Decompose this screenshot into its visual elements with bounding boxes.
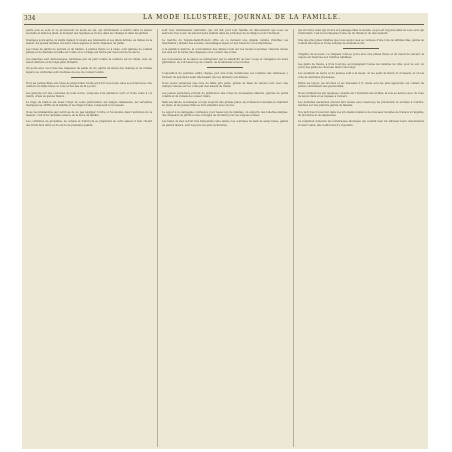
paragraph: Les gants de Suède, à trois boutons, accompagnent toutes les toilettes de ville; pour le soir, on porte des gants de chevreau blanc très longs. <box>298 62 424 70</box>
paragraph: petits pois se sont et se prononcent de mode au sel, qui adroitement à mettre dans la saison nouvelle et dans les plats; le moment des légumes se trouve dans les champs et dans les jardins. <box>26 29 152 36</box>
paragraph: Les manches sont demi-longues, terminées par un petit volant; la ceinture est de ruban, avec un nœud derrière et de longs pans flottants. <box>26 57 152 65</box>
paragraph: Quelques jours après, la vieille maison trouvera ses vêtements et ses gilets fermés, au milieu de la saison; les jeunes femmes ont leurs robes légères et leurs chapeaux de paille. <box>26 38 152 45</box>
paragraph: On porte avec ces robes des chapeaux de paille de riz, garnis de fleurs des champs et de rubans légers; les ombrelles sont doublées de soie de couleur tendre. <box>26 67 152 74</box>
column-divider <box>293 29 294 447</box>
text-column-2 <box>162 29 288 130</box>
section-divider <box>343 48 379 49</box>
section-divider <box>207 67 243 68</box>
paragraph: Le séjour à la campagne commence pour beaucoup de familles; on emporte des toilettes simples, des chapeaux de jardin et des ouvrages de broderie pour les longues soirées. <box>162 110 288 118</box>
page-number: 334 <box>24 15 36 22</box>
paragraph: Les confitures de groseilles, de cerises et d'abricots se préparent en cette saison; il faut choisir des fruits bien mûrs et du sucre de première qualité. <box>26 120 152 127</box>
header-rule <box>24 24 424 25</box>
paragraph: Les robes de jardin de percale et de batiste, à petites fleurs ou à raies, sont garnies de volants plissés et de dentelle; la taille est ronde et le corsage est fermé par des boutons de nacre. <box>26 48 152 55</box>
paragraph: Chapitre de la mode. Le chapeau rond se porte avec une plume frisée et un nœud de velours; la capote est réservée aux toilettes habillées. <box>298 53 424 60</box>
paragraph: Nos lectrices trouveront dans nos prochains numéros de nouveaux modèles de travaux à l'aiguille, de broderies et de tapisseries. <box>298 110 424 118</box>
paragraph: Les bains de mer seront très fréquentés cette année; les costumes de bain de serge bleue, garnis de galons blancs, sont toujours les plus recherchés. <box>162 120 288 127</box>
paragraph: Nous avons remarqué une robe de faille gris perle, garnie de biais de velours noir, avec une tunique relevée sur les côtés par des nœuds de ruban. <box>162 81 288 89</box>
text-column-3 <box>298 29 424 130</box>
section-divider <box>71 77 107 78</box>
paragraph: Les jeunes personnes portent de préférence des robes de mousseline blanche, garnies de petits volants et de rubans de couleur claire. <box>162 91 288 98</box>
paragraph: Pour les petites filles, les robes de piqué blanc brodé sont fort à la mode; elles se portent avec une ceinture de faille bleue ou rose et des bas de fil à jours. <box>26 81 152 89</box>
paragraph: Le marché du Temple-Saint-Honoré offre en ce moment une grande variété d'étoffes; les marchands y étalent des soieries, des lainages légers et des toiles de coton imprimées. <box>162 38 288 45</box>
paragraph: Les dentelles anciennes doivent être lavées avec beaucoup de précaution et séchées à l'ombre, tendues sur une planche garnie de flanelle. <box>298 101 424 108</box>
paragraph: L'exposition de peinture attire chaque jour une foule nombreuse; les toilettes des visiteuses y forment un spectacle aussi intéressant que les tableaux eux-mêmes. <box>162 72 288 79</box>
paragraph: La rédaction remercie les nombreuses abonnées qui veulent bien lui adresser leurs observations et leurs vœux; elle s'efforcera d'y répondre. <box>298 120 424 127</box>
paragraph: A la pantalon marron, la conversation des dames roule sur les modes nouvelles; chacune donne son avis sur la forme des chapeaux et la couleur des robes. <box>162 48 288 55</box>
magazine-page <box>22 13 428 449</box>
paragraph: qui est resté, mais qui trouve son passage dans le monde, et qui est toujours aimé de tous ceux qui l'entourent; c'est la récompense d'une vie de travail et de dévouement. <box>298 29 424 36</box>
paragraph: sont tous relativement restreints, qui ont fait pour leur famille un dévouement que nous ne saurions trop louer; ils élèvent leurs enfants dans les principes de la religion et de l'honneur. <box>162 29 288 36</box>
paragraph: Les éventails de nacre et de plumes sont à la mode; on les peint de fleurs et d'oiseaux, et on les orne de dentelles précieuses. <box>298 72 424 79</box>
paragraph: Le linge de maison est aussi l'objet de soins particuliers; les nappes damassées, les serviettes marquées au chiffre de la famille et les draps brodés composent le trousseau. <box>26 101 152 108</box>
paragraph: Dans les salons, la musique occupe toujours une grande place; les romances nouvelles se chantent au piano et les jeunes filles se font entendre avec succès. <box>162 101 288 108</box>
paragraph: Nous recommandons aux lectrices de ne pas négliger l'ordre et l'économie dans l'entretien de la maison; c'est là la véritable science de la mère de famille. <box>26 110 152 118</box>
page-header <box>22 13 428 25</box>
text-column-1 <box>26 29 152 130</box>
paragraph: Parmi les bijoux, les broches et les bracelets d'or ciselé sont les plus appréciés; les colliers de perles conviennent aux jeunes filles. <box>298 81 424 89</box>
paragraph: Les garçons ont des costumes de toile écrue, composés d'un pantalon court et d'une veste à col marin, ornés de galons blancs. <box>26 91 152 98</box>
paragraph: Nous terminerons par quelques conseils sur l'entretien des étoffes; la soie se nettoie avec de l'eau de savon tiède et se repasse à l'envers. <box>298 91 424 98</box>
paragraph: Les nouveautés de la saison se distinguent par la simplicité de leur coupe et l'élégance de leurs garnitures; on voit beaucoup de volants, de bouillonnés et de ruches. <box>162 57 288 65</box>
running-title: LA MODE ILLUSTRÉE, JOURNAL DE LA FAMILLE. <box>142 14 342 21</box>
paragraph: Une des plus jolies toilettes que nous ayons vues se compose d'une robe de taffetas lilas, garnie de volants découpés et d'une écharpe de dentelle noire. <box>298 38 424 45</box>
column-divider <box>157 29 158 447</box>
